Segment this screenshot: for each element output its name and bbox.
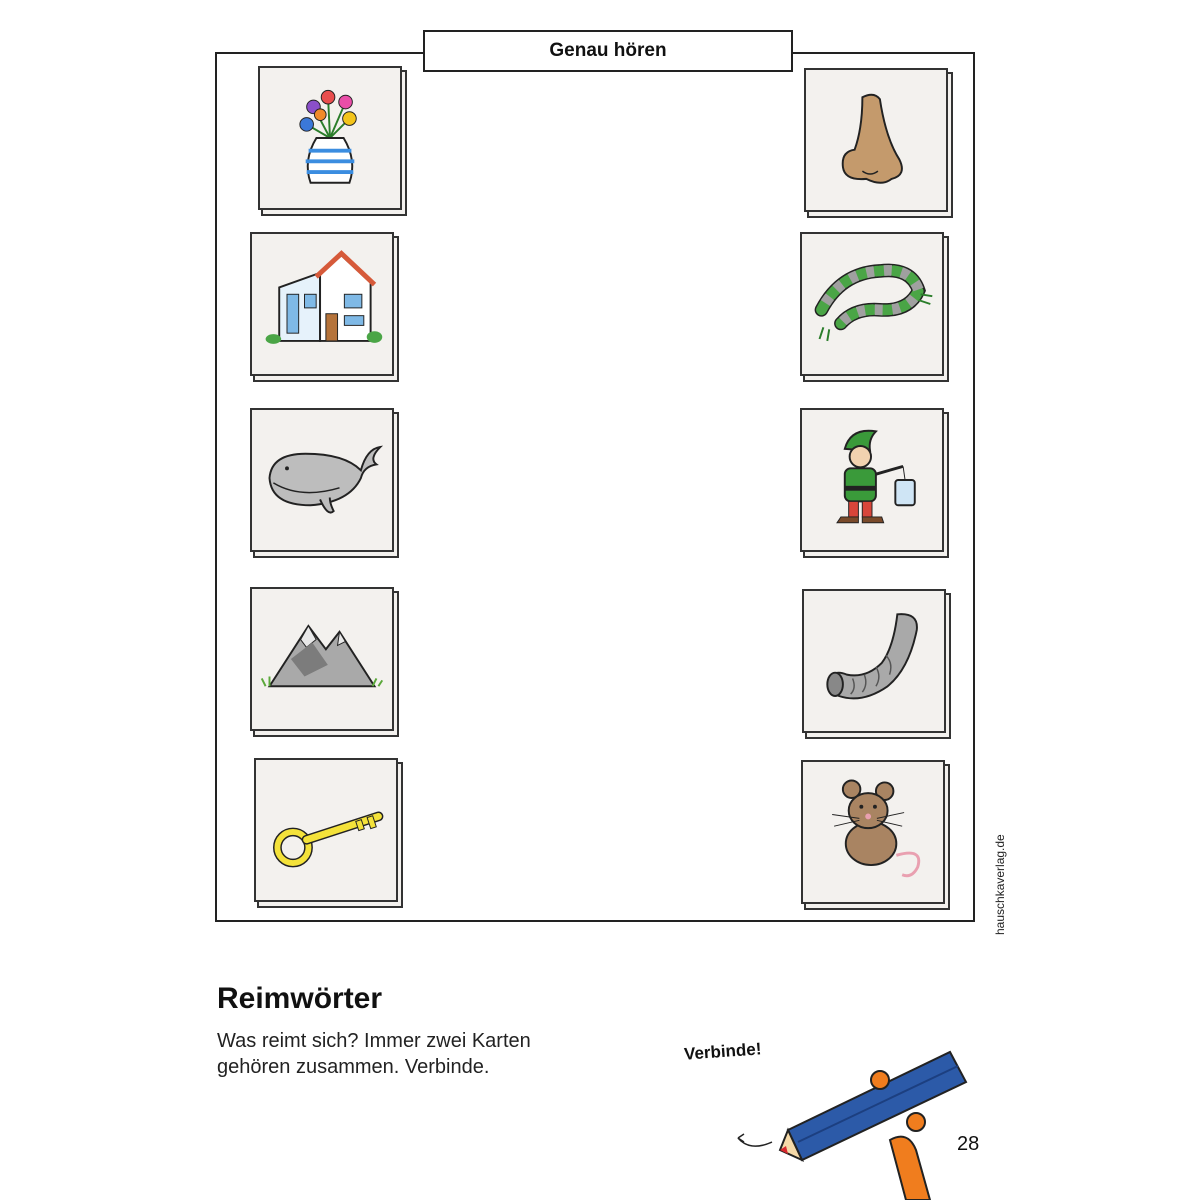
- vase-with-flowers-icon: [260, 68, 400, 208]
- nose-icon: [806, 70, 946, 210]
- exercise-instruction: [217, 1028, 597, 1080]
- scarf-icon: [802, 234, 942, 374]
- gnome-with-lantern-icon: [802, 410, 942, 550]
- elephant-trunk-icon: [804, 591, 944, 731]
- mouse-icon: [803, 762, 943, 902]
- card-scarf[interactable]: [800, 232, 944, 376]
- card-house[interactable]: [250, 232, 394, 376]
- card-mouse[interactable]: [801, 760, 945, 904]
- card-vase[interactable]: [258, 66, 402, 210]
- card-mountain[interactable]: [250, 587, 394, 731]
- instruction-line: gehören zusammen. Verbinde.: [217, 1056, 490, 1078]
- pencil-mascot-icon: [730, 1030, 990, 1200]
- card-whale[interactable]: [250, 408, 394, 552]
- section-title: Genau hören: [423, 30, 793, 72]
- mountain-icon: [252, 589, 392, 729]
- key-icon: [256, 760, 396, 900]
- card-key[interactable]: [254, 758, 398, 902]
- card-nose[interactable]: [804, 68, 948, 212]
- whale-icon: [252, 410, 392, 550]
- publisher-url: hauschkaverlag.de: [993, 834, 1007, 935]
- card-trunk[interactable]: [802, 589, 946, 733]
- exercise-title: Reimwörter: [217, 982, 383, 1015]
- mascot-speech: Verbinde!: [683, 1039, 763, 1064]
- instruction-line: Was reimt sich? Immer zwei Karten: [217, 1030, 531, 1052]
- card-gnome[interactable]: [800, 408, 944, 552]
- house-icon: [252, 234, 392, 374]
- page-number: 28: [957, 1133, 980, 1155]
